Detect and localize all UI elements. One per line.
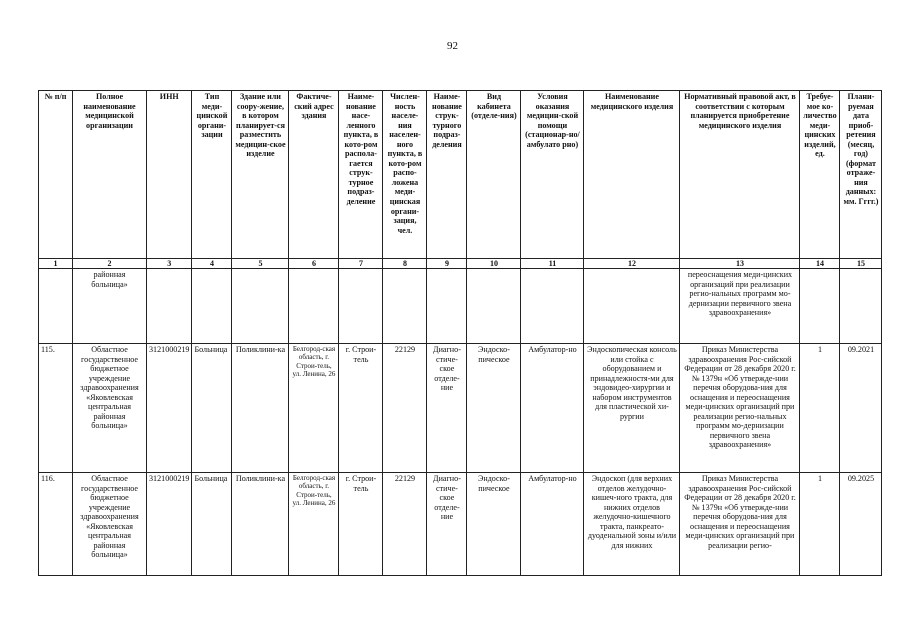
header-cell: Числен-ность населе-ния населен-ного пункта, в кото-ром распо-ложена меди-цинская органи-зация, чел.: [383, 91, 427, 259]
header-cell: Тип меди-цинской органи-зации: [192, 91, 232, 259]
header-cell: Наиме-нование насе-ленного пункта, в кото-ром распола-гается струк-турное подраз-деление: [339, 91, 383, 259]
quantity-cell: 1: [800, 344, 840, 473]
table-row: [39, 473, 882, 576]
device-name-cell: Эндоскопическая консоль или стойка с оборудованием и принадлежностя-ми для эндовидео-хирургии и набором инструментов для пластической хи-рургии: [584, 344, 680, 473]
date-cell: 09.2021: [840, 344, 882, 473]
population-cell: 22129: [383, 344, 427, 473]
column-number: 9: [427, 259, 467, 269]
column-number: 11: [521, 259, 584, 269]
subdivision-cell: Диагно-стиче-ское отделе-ние: [427, 344, 467, 473]
population-cell: 22129: [383, 473, 427, 576]
settlement-cell: г. Строи-тель: [339, 473, 383, 576]
header-cell: Требуе-мое ко-личество меди-цинских изделий, ед.: [800, 91, 840, 259]
building-cell: Поликлини-ка: [232, 473, 289, 576]
settlement-cell: г. Строи-тель: [339, 344, 383, 473]
row-number-cell: 115.: [39, 344, 73, 473]
device-name-cell: Эндоскоп (для верхних отделов желудочно- кишеч-ного тракта, для нижних отделов желудочно-кишечного тракта, панкреато-дуоденальной зоны и/или для нижних: [584, 473, 680, 576]
building-cell: Поликлини-ка: [232, 344, 289, 473]
legal-act-cell: Приказ Министерства здравоохранения Рос-сийской Федерации от 28 декабря 2020 г. № 1379н «Об утвержде-нии перечня оборудова-ния для оснащения и переоснащения меди-цинских организаций при реализации регио-нальных программ мо-дернизации первичного звена здравоохранения»: [680, 344, 800, 473]
quantity-cell: 1: [800, 473, 840, 576]
org-type-cell: Больница: [192, 473, 232, 576]
subdivision-cell: Диагно-стиче-ское отделе-ние: [427, 473, 467, 576]
legal-act-cell: Приказ Министерства здравоохранения Рос-сийской Федерации от 28 декабря 2020 г. № 1379н «Об утвержде-нии перечня оборудова-ния для оснащения и переоснащения меди-цинских организаций при реализации регио-: [680, 473, 800, 576]
cabinet-cell: Эндоско-пическое: [467, 473, 521, 576]
column-number-row: [39, 259, 882, 269]
date-cell: 09.2025: [840, 473, 882, 576]
header-cell: ИНН: [147, 91, 192, 259]
org-name-cell: районная больница»: [73, 269, 147, 344]
legal-act-cell: переоснащения меди-цинских организаций при реализации регио-нальных программ мо-дернизации первичного звена здравоохранения»: [680, 269, 800, 344]
header-cell: Условия оказания медицин-ской помощи (стационар-но/амбулато рно): [521, 91, 584, 259]
header-cell: Наименование медицинского изделия: [584, 91, 680, 259]
column-number: 15: [840, 259, 882, 269]
header-cell: Наиме-нование струк-турного подраз-деления: [427, 91, 467, 259]
inn-cell: 3121000219: [147, 344, 192, 473]
column-number: 8: [383, 259, 427, 269]
care-conditions-cell: Амбулатор-но: [521, 344, 584, 473]
column-number: 12: [584, 259, 680, 269]
header-cell: Полное наименование медицинской организации: [73, 91, 147, 259]
header-row: [39, 91, 882, 259]
address-cell: Белгород-ская область, г. Строи-тель, ул. Ленина, 26: [289, 344, 339, 473]
row-number-cell: 116.: [39, 473, 73, 576]
org-name-cell: Областное государственное бюджетное учреждение здравоохранения «Яковлевская центральная районная больница»: [73, 473, 147, 576]
inn-cell: 3121000219: [147, 473, 192, 576]
header-cell: № п/п: [39, 91, 73, 259]
column-number: 10: [467, 259, 521, 269]
column-number: 5: [232, 259, 289, 269]
header-cell: Нормативный правовой акт, в соответствии с которым планируется приобретение медицинского изделия: [680, 91, 800, 259]
address-cell: Белгород-ская область, г. Строи-тель, ул. Ленина, 26: [289, 473, 339, 576]
table-row: [39, 344, 882, 473]
header-cell: Здание или соору-жение, в котором планирует-ся разместить медицин-ское изделие: [232, 91, 289, 259]
header-cell: Плани-руемая дата приоб-ретения (месяц, год) (формат отраже-ния данных: мм. Гггг.): [840, 91, 882, 259]
column-number: 6: [289, 259, 339, 269]
column-number: 14: [800, 259, 840, 269]
column-number: 13: [680, 259, 800, 269]
column-number: 2: [73, 259, 147, 269]
page-number: 92: [447, 40, 458, 52]
continuation-row: [39, 269, 882, 344]
cabinet-cell: Эндоско-пическое: [467, 344, 521, 473]
header-cell: Вид кабинета (отделе-ния): [467, 91, 521, 259]
column-number: 4: [192, 259, 232, 269]
org-type-cell: Больница: [192, 344, 232, 473]
header-cell: Фактиче-ский адрес здания: [289, 91, 339, 259]
org-name-cell: Областное государственное бюджетное учреждение здравоохранения «Яковлевская центральная районная больница»: [73, 344, 147, 473]
column-number: 7: [339, 259, 383, 269]
column-number: 1: [39, 259, 73, 269]
column-number: 3: [147, 259, 192, 269]
medical-equipment-table: [38, 90, 882, 576]
care-conditions-cell: Амбулатор-но: [521, 473, 584, 576]
